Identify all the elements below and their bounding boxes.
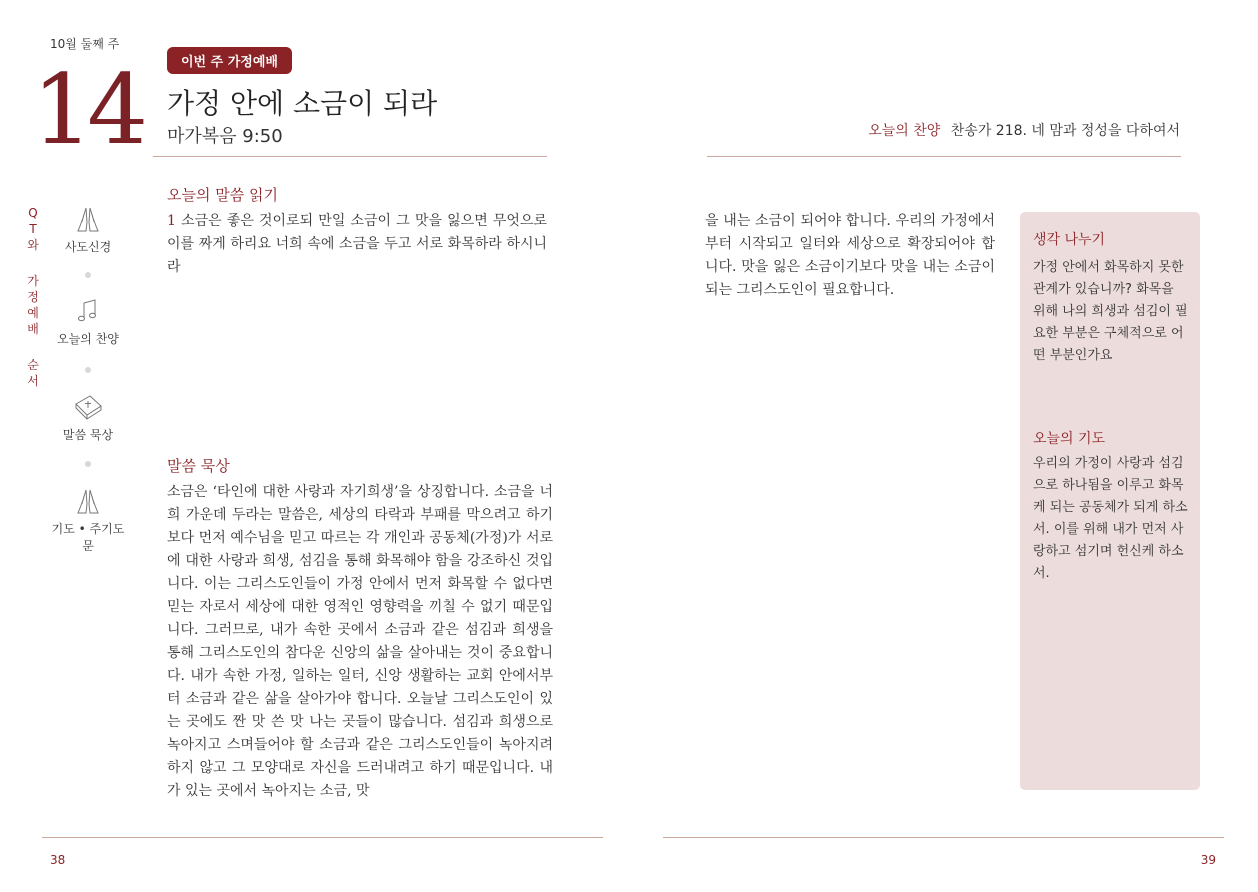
sidebar-item-label: 사도신경 bbox=[64, 240, 112, 254]
sidebar-item-hymn bbox=[48, 296, 128, 347]
page-number-right: 39 bbox=[1200, 853, 1216, 867]
vertical-char: 와 bbox=[27, 238, 39, 252]
sidebar-item-label: 말씀 묵상 bbox=[62, 428, 114, 442]
vertical-char: 순 bbox=[27, 358, 39, 372]
music-note-icon bbox=[73, 296, 103, 326]
order-vertical-label bbox=[24, 205, 42, 389]
sidebar-dot bbox=[85, 272, 91, 278]
verse-text bbox=[167, 210, 547, 279]
vertical-char: 배 bbox=[27, 322, 39, 336]
prayer-heading: 오늘의 기도 bbox=[1033, 431, 1106, 447]
hymn-text: 찬송가 218. 네 맘과 정성을 다하여서 bbox=[950, 123, 1180, 139]
hymn-label: 오늘의 찬양 bbox=[868, 123, 941, 139]
prayer-text: 우리의 가정이 사랑과 섬김으로 하나됨을 이루고 화목케 되는 공동체가 되게 하소서. 이를 위해 내가 먼저 사랑하고 섬기며 헌신케 하소서. bbox=[1033, 456, 1188, 581]
page-number-left: 38 bbox=[50, 853, 66, 867]
vertical-gap bbox=[24, 253, 42, 273]
vertical-char: Q bbox=[28, 206, 38, 220]
lesson-number: 14 bbox=[32, 54, 143, 166]
vertical-char: 서 bbox=[27, 374, 39, 388]
verse-body: 소금은 좋은 것이로되 만일 소금이 그 맛을 잃으면 무엇으로 이를 짜게 하리요 너희 속에 소금을 두고 서로 화목하라 하시니라 bbox=[167, 213, 547, 275]
scripture-reference: 마가복음 9:50 bbox=[167, 126, 283, 147]
section-badge: 이번 주 가정예배 bbox=[167, 47, 292, 74]
vertical-gap bbox=[24, 337, 42, 357]
reading-heading: 오늘의 말씀 읽기 bbox=[167, 186, 278, 204]
meditation-heading: 말씀 묵상 bbox=[167, 457, 230, 475]
vertical-char: 가 bbox=[27, 274, 39, 288]
bible-icon bbox=[72, 392, 104, 422]
meditation-text-left: 소금은 ‘타인에 대한 사랑과 자기희생’을 상징합니다. 소금을 너희 가운데 두라는 말씀은, 세상의 타락과 부패를 막으려고 하기보다 먼저 예수님을 믿고 따르는 각 개인과 공동체(가정)가 서로에 대한 사랑과 희생, 섬김을 통해 화목해야 함을 강조하신 것입니다. 이는 그리스도인들이 가정 안에서 먼저 화목할 수 없다면 믿는 자로서 세상에 대한 영적인 영향력을 끼칠 수 없기 때문입니다. 그러므로, 내가 속한 곳에서 소금과 같은 섬김과 희생을 통해 그리스도인의 참다운 신앙의 삶을 살아내는 것이 중요합니다. 내가 속한 가정, 일하는 일터, 신앙 생활하는 교회 안에서부터 소금과 같은 삶을 살아가야 합니다. 오늘날 그리스도인이 있는 곳에도 짠 맛 쓴 맛 나는 곳들이 많습니다. 섬김과 희생으로 녹아지고 스며들어야 할 소금과 같은 그리스도인들이 녹아지려하지 않고 그 모양대로 자신을 드러내려고 하기 때문입니다. 내가 있는 곳에서 녹아지는 소금, 맛 bbox=[167, 484, 553, 799]
divider-bottom-right bbox=[663, 837, 1224, 838]
divider-bottom-left bbox=[42, 837, 603, 838]
sidebar-item-prayer bbox=[48, 486, 128, 554]
sharing-heading: 생각 나누기 bbox=[1033, 232, 1106, 248]
sidebar-item-label: 기도 • 주기도문 bbox=[51, 522, 125, 553]
verse-number: 1 bbox=[167, 213, 176, 229]
divider-top-right bbox=[707, 156, 1181, 157]
vertical-char: T bbox=[29, 222, 37, 236]
sidebar-item-label: 오늘의 찬양 bbox=[57, 332, 119, 346]
praying-hands-icon bbox=[73, 486, 103, 516]
page-title: 가정 안에 소금이 되라 bbox=[167, 87, 438, 120]
sharing-text: 가정 안에서 화목하지 못한 관계가 있습니까? 화목을 위해 나의 희생과 섬김이 필요한 부분은 구체적으로 어떤 부분인가요 bbox=[1033, 260, 1188, 363]
sidebar-item-meditation bbox=[48, 392, 128, 443]
sidebar-dot bbox=[85, 367, 91, 373]
sidebar-dot bbox=[85, 461, 91, 467]
meditation-text-right: 을 내는 소금이 되어야 합니다. 우리의 가정에서부터 시작되고 일터와 세상으로 확장되어야 합니다. 맛을 잃은 소금이기보다 맛을 내는 소금이 되는 그리스도인이 필요합니다. bbox=[705, 213, 995, 298]
sidebar-item-creed bbox=[48, 204, 128, 255]
todays-hymn bbox=[868, 120, 1180, 140]
praying-hands-icon bbox=[73, 204, 103, 234]
week-label: 10월 둘째 주 bbox=[50, 37, 120, 51]
vertical-char: 정 bbox=[27, 290, 39, 304]
vertical-char: 예 bbox=[27, 306, 39, 320]
divider-top-left bbox=[153, 156, 547, 157]
